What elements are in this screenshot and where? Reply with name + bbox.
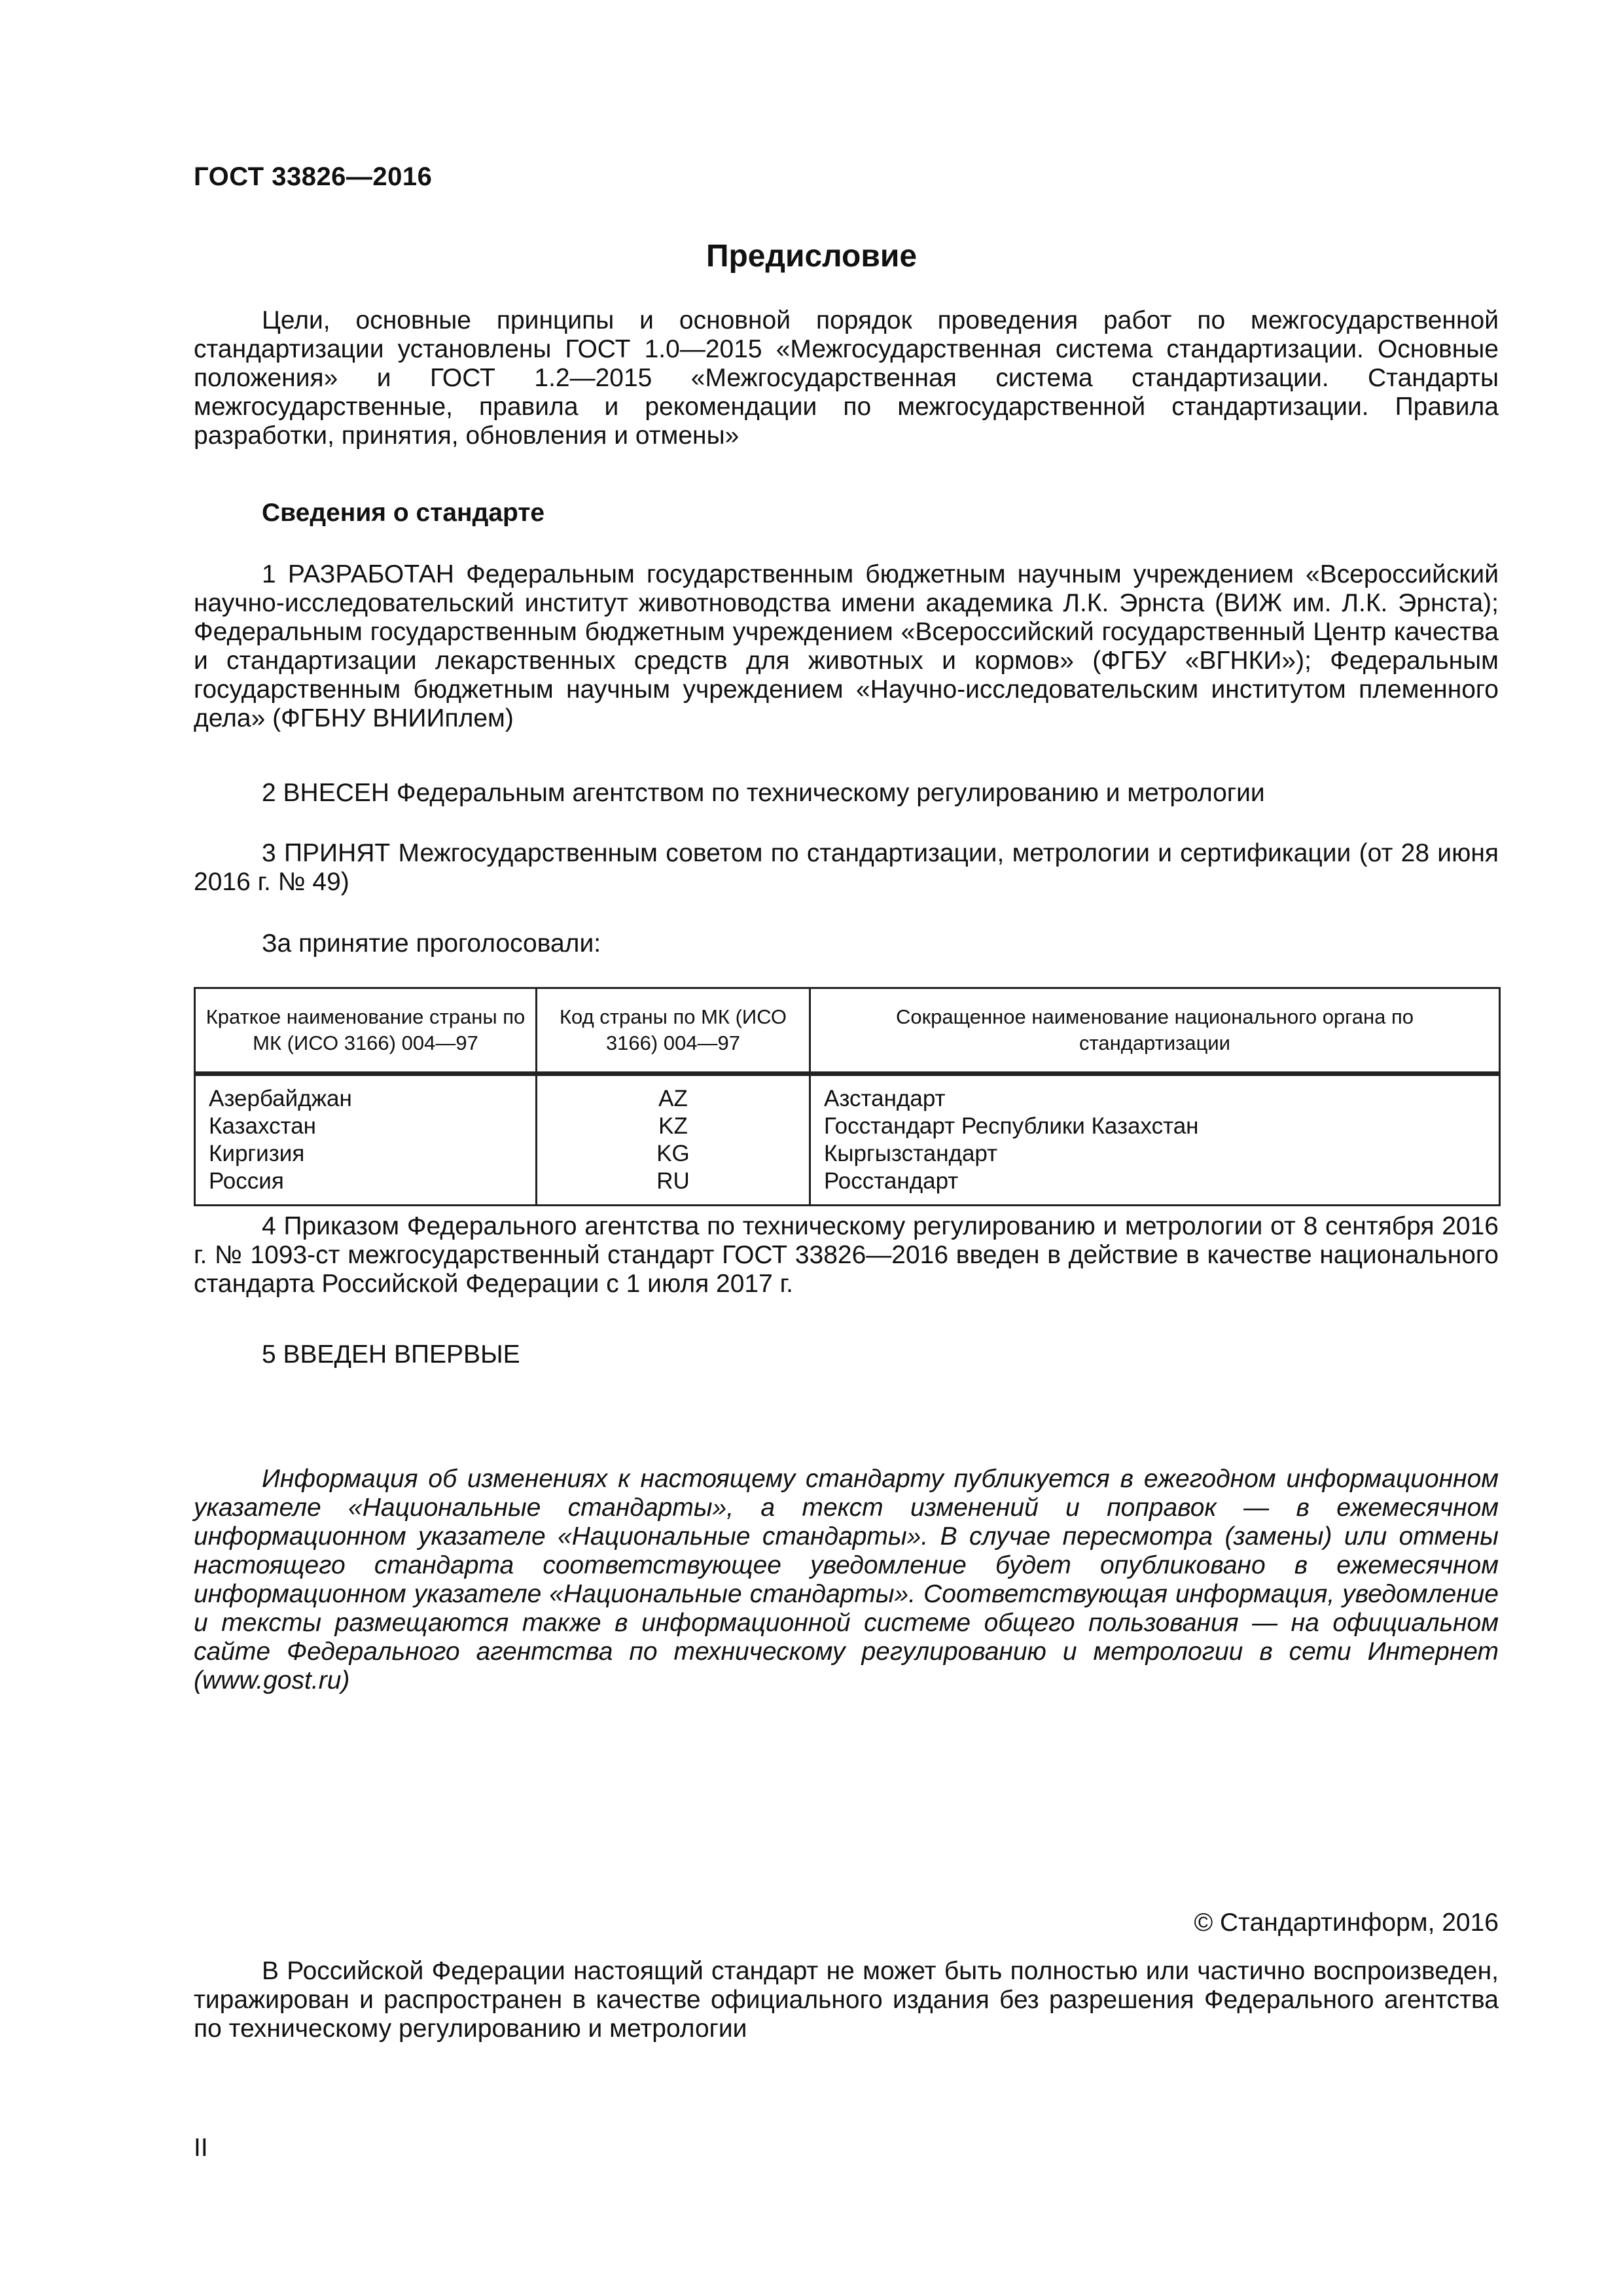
- column-header-country: Краткое наименование страны по МК (ИСО 3166) 004—97: [195, 988, 537, 1074]
- page-number: II: [194, 2134, 208, 2162]
- code-cell: KG: [537, 1140, 810, 1168]
- table-row: [195, 1074, 1500, 1113]
- table-row: [195, 1140, 1500, 1168]
- country-cell: Россия: [195, 1168, 537, 1206]
- code-cell: AZ: [537, 1074, 810, 1113]
- body-cell: Госстандарт Республики Казахстан: [810, 1113, 1500, 1140]
- table-row: [195, 1168, 1500, 1206]
- column-header-body: Сокращенное наименование национального органа по стандартизации: [810, 988, 1500, 1074]
- document-code: ГОСТ 33826—2016: [194, 162, 433, 191]
- table-row: [195, 1113, 1500, 1140]
- section-heading: Сведения о стандарте: [262, 499, 545, 527]
- page-title: Предисловие: [705, 239, 918, 274]
- copyright: © Стандартинформ, 2016: [1194, 1909, 1499, 1937]
- item-4-order: 4 Приказом Федерального агентства по техническому регулированию и метрологии от 8 сентября 2016 г. № 1093-ст межгосударственный стандарт ГОСТ 33826—2016 введен в действие в качестве национального стандарта Российской Федерации с 1 июля 2017 г.: [194, 1212, 1499, 1298]
- intro-paragraph: Цели, основные принципы и основной порядок проведения работ по межгосударственной стандартизации установлены ГОСТ 1.0—2015 «Межгосударственная система стандартизации. Основные положения» и ГОСТ 1.2—2015 «Межгосударственная система стандартизации. Стандарты межгосударственные, правила и рекомендации по межгосударственной стандартизации. Правила разработки, принятия, обновления и отмены»: [194, 306, 1499, 450]
- code-cell: KZ: [537, 1113, 810, 1140]
- item-5-first-introduced: 5 ВВЕДЕН ВПЕРВЫЕ: [262, 1340, 520, 1369]
- body-cell: Росстандарт: [810, 1168, 1500, 1206]
- item-1-developed: 1 РАЗРАБОТАН Федеральным государственным бюджетным научным учреждением «Всероссийский научно-исследовательский институт животноводства имени академика Л.К. Эрнста (ВИЖ им. Л.К. Эрнста); Федеральным государственным бюджетным учреждением «Всероссийский государственный Центр качества и стандартизации лекарственных средств для животных и кормов» (ФГБУ «ВГНКИ»); Федеральным государственным бюджетным научным учреждением «Научно-исследовательским институтом племенного дела» (ФГБНУ ВНИИплем): [194, 560, 1499, 732]
- item-3-adopted: 3 ПРИНЯТ Межгосударственным советом по стандартизации, метрологии и сертификации (от 28 июня 2016 г. № 49): [194, 839, 1499, 896]
- item-2-introduced: 2 ВНЕСЕН Федеральным агентством по техническому регулированию и метрологии: [262, 779, 1265, 807]
- column-header-code: Код страны по МК (ИСО 3166) 004—97: [537, 988, 810, 1074]
- changes-info-note: Информация об изменениях к настоящему стандарту публикуется в ежегодном информационном указателе «Национальные стандарты», а текст изменений и поправок — в ежемесячном информационном указателе «Национальные стандарты». В случае пересмотра (замены) или отмены настоящего стандарта соответствующее уведомление будет опубликовано в ежемесячном информационном указателе «Национальные стандарты». Соответствующая информация, уведомление и тексты размещаются также в информационной системе общего пользования — на официальном сайте Федерального агентства по техническому регулированию и метрологии в сети Интернет (www.gost.ru): [194, 1465, 1499, 1695]
- vote-intro: За принятие проголосовали:: [262, 929, 601, 958]
- body-cell: Азстандарт: [810, 1074, 1500, 1113]
- rights-notice: В Российской Федерации настоящий стандарт не может быть полностью или частично воспроизведен, тиражирован и распространен в качестве официального издания без разрешения Федерального агентства по техническому регулированию и метрологии: [194, 1957, 1499, 2043]
- code-cell: RU: [537, 1168, 810, 1206]
- country-cell: Киргизия: [195, 1140, 537, 1168]
- body-cell: Кыргызстандарт: [810, 1140, 1500, 1168]
- voting-table: [194, 987, 1501, 1206]
- country-cell: Азербайджан: [195, 1074, 537, 1113]
- table-header-row: [195, 988, 1500, 1074]
- country-cell: Казахстан: [195, 1113, 537, 1140]
